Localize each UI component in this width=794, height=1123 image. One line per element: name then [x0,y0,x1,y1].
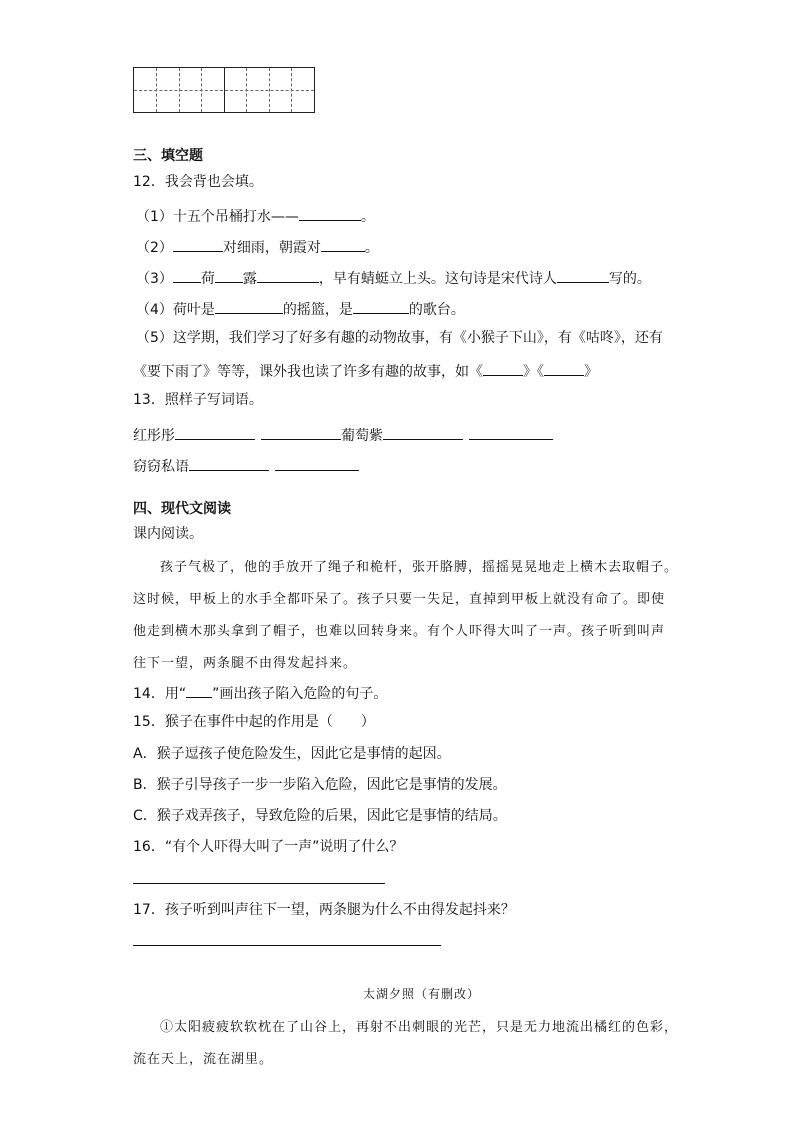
answer-blank[interactable] [353,298,409,314]
q12-2-mid: 对细雨，朝霞对 [222,240,321,256]
answer-blank[interactable] [275,455,359,471]
q13-stem: 13．照样子写词语。 [133,392,263,408]
q15-option-b[interactable]: B．猴子引导孩子一步一步陷入危险，因此它是事情的发展。 [133,777,507,793]
q12-stem: 12．我会背也会填。 [133,174,263,190]
q12-5-end: 》 [584,364,598,380]
q12-2-prefix: （2） [136,240,173,256]
q17-stem: 17．孩子听到叫声往下一望，两条腿为什么不由得发起抖来？ [133,902,515,918]
q15-option-c[interactable]: C．猴子戏弄孩子，导致危险的后果，因此它是事情的结局。 [133,808,507,824]
q13-example-3: 窃窃私语 [133,459,189,475]
answer-blank[interactable] [557,267,609,283]
q14 [133,682,387,703]
q12-item-2 [136,236,379,257]
answer-blank[interactable] [544,360,584,376]
section-title-reading: 四、现代文阅读 [133,501,231,517]
grid-separator [224,68,225,112]
q15-stem: 15．猴子在事件中起的作用是（ ） [133,714,375,730]
answer-blank[interactable] [215,298,283,314]
answer-blank[interactable] [257,267,319,283]
passage-line: 孩子气极了，他的手放开了绳子和桅杆，张开胳膊，摇摇晃晃地走上横木去取帽子。 [160,560,679,575]
q15-option-a[interactable]: A．猴子逗孩子使危险发生，因此它是事情的起因。 [133,746,451,762]
reading-subtitle: 课内阅读。 [133,526,203,542]
q12-1-text: （1）十五个吊桶打水—— [136,209,299,225]
q16-answer-line[interactable] [133,883,385,884]
grid-dash-line [179,68,180,112]
q12-3-lu: 露 [242,271,257,287]
passage2-line: 流在天上，流在湖里。 [133,1052,274,1067]
grid-dash-line [246,68,247,112]
answer-blank[interactable] [173,267,201,283]
q13-example-2: 葡萄紫 [341,428,383,444]
passage2-title: 太湖夕照（有删改） [363,987,481,1001]
q12-5-mid: 》《 [523,364,544,380]
grid-dash-line [291,68,292,112]
q16-stem: 16．“有个人吓得大叫了一声”说明了什么？ [133,839,404,855]
answer-blank[interactable] [175,424,255,440]
answer-blank[interactable] [483,360,523,376]
q14-prefix: 14．用“ [133,686,187,702]
q13-row-1 [133,424,553,445]
q12-1-end: 。 [360,209,375,225]
q12-item-4 [136,298,465,319]
answer-blank[interactable] [299,205,361,221]
section-title-fill-blanks: 三、填空题 [133,148,203,164]
q12-item-1 [136,205,375,226]
q14-suffix: ”画出孩子陷入危险的句子。 [212,686,388,702]
answer-blank[interactable] [469,424,553,440]
q17-answer-line[interactable] [133,945,441,946]
q12-3-end: 写的。 [608,271,651,287]
q12-item-3 [136,267,651,288]
grid-dash-line [269,68,270,112]
passage-line: 这时候，甲板上的水手全都吓呆了。孩子只要一失足，直掉到甲板上就没有命了。即使 [133,592,666,607]
answer-blank[interactable] [215,267,243,283]
passage2-line: ①太阳疲疲软软枕在了山谷上，再射不出刺眼的光芒，只是无力地流出橘红的色彩， [160,1020,679,1035]
q12-item-5-line1: （5）这学期，我们学习了好多有趣的动物故事，有《小猴子下山》，有《咕咚》，还有 [136,330,663,346]
q13-row-2 [133,455,359,476]
underline-sample [186,682,212,698]
answer-blank[interactable] [383,424,463,440]
q13-example-1: 红彤彤 [133,428,175,444]
q12-2-end: 。 [364,240,379,256]
q12-4-prefix: （4）荷叶是 [136,302,215,318]
q12-item-5-line2 [133,360,598,381]
grid-dash-line [201,68,202,112]
q12-4-end: 的歌台。 [408,302,465,318]
passage-line: 他走到横木那头拿到了帽子，也难以回转身来。有个人吓得大叫了一声。孩子听到叫声 [133,624,666,639]
answer-blank[interactable] [173,236,223,252]
answer-blank[interactable] [321,236,365,252]
grid-dash-line [156,68,157,112]
q12-3-prefix: （3） [136,271,173,287]
writing-grid [133,67,315,113]
passage-line: 往下一望，两条腿不由得发起抖来。 [133,656,358,671]
q12-3-mid: ，早有蜻蜓立上头。这句诗是宋代诗人 [318,271,557,287]
answer-blank[interactable] [189,455,269,471]
q12-4-mid: 的摇篮，是 [282,302,353,318]
q12-5-text: 《要下雨了》等等，课外我也读了许多有趣的故事，如《 [133,364,483,380]
answer-blank[interactable] [261,424,341,440]
q12-3-he: 荷 [200,271,215,287]
